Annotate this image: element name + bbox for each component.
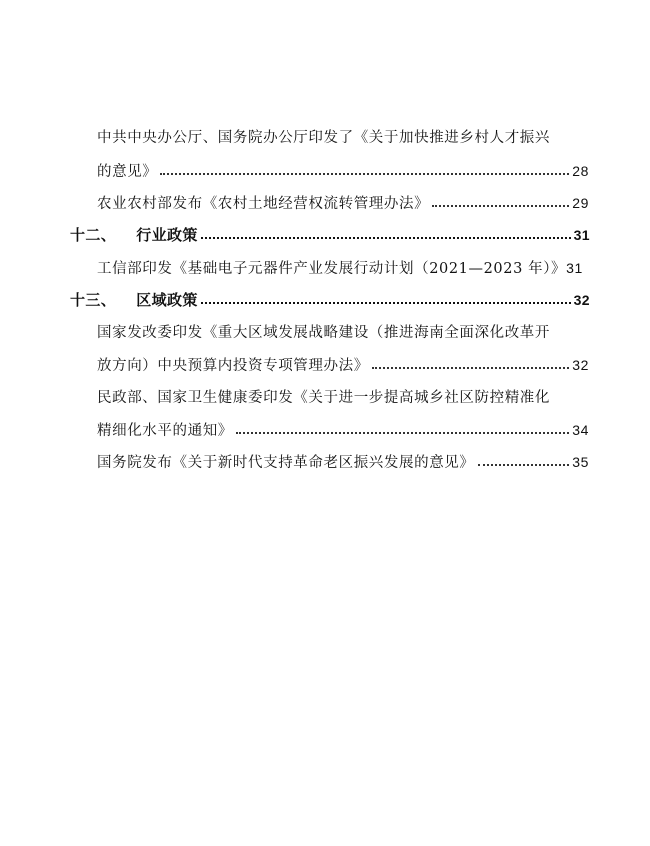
toc-entry-rural-talent-line2[interactable] <box>97 160 589 181</box>
toc-page-number: 35 <box>572 454 589 470</box>
toc-entry-text: 精细化水平的通知》 <box>97 423 233 439</box>
dot-leader <box>201 230 571 240</box>
toc-entry-electronic-components[interactable] <box>97 257 593 278</box>
toc-page-number: 32 <box>573 292 590 308</box>
toc-entry-community-prevention-line2[interactable] <box>97 419 589 440</box>
toc-entry-text: 国务院发布《关于新时代支持革命老区振兴发展的意见》 <box>97 455 475 471</box>
toc-entry-land-transfer[interactable] <box>97 192 589 213</box>
toc-section-industry-policy[interactable] <box>70 224 590 245</box>
section-number: 十二、 <box>70 226 117 244</box>
toc-entry-text: 民政部、国家卫生健康委印发《关于进一步提高城乡社区防控精准化 <box>97 390 550 406</box>
toc-entry-old-revolutionary-areas[interactable] <box>97 451 589 472</box>
toc-page-number: 28 <box>572 163 589 179</box>
toc-entry-text: 的意见》 <box>97 164 158 180</box>
toc-entry-text: 中共中央办公厅、国务院办公厅印发了《关于加快推进乡村人才振兴 <box>97 130 550 146</box>
toc-section-regional-policy[interactable] <box>70 289 590 310</box>
toc-page-number: 32 <box>572 357 589 373</box>
dot-leader <box>236 425 569 435</box>
toc-entry-community-prevention-line1[interactable] <box>97 386 589 407</box>
dot-leader <box>478 457 570 467</box>
dot-leader <box>201 295 571 305</box>
dot-leader <box>432 198 569 208</box>
toc-entry-text: 工信部印发《基础电子元器件产业发展行动计划（2021—2023 年）》 <box>97 261 567 277</box>
section-title: 区域政策 <box>136 291 198 309</box>
toc-entry-hainan-reform-line2[interactable] <box>97 354 589 375</box>
toc-page-number: 34 <box>572 422 589 438</box>
section-title: 行业政策 <box>136 226 198 244</box>
toc-page-number: 31 <box>573 227 590 243</box>
dot-leader <box>372 360 569 370</box>
toc-entry-rural-talent-line1[interactable] <box>97 126 589 147</box>
dot-leader <box>160 166 569 176</box>
toc-entry-hainan-reform-line1[interactable] <box>97 321 589 342</box>
toc-page-number: 29 <box>572 195 589 211</box>
toc-page-number: 31 <box>566 260 583 276</box>
toc-entry-text: 放方向）中央预算内投资专项管理办法》 <box>97 358 369 374</box>
section-number: 十三、 <box>70 291 117 309</box>
toc-entry-text: 农业农村部发布《农村土地经营权流转管理办法》 <box>97 196 430 212</box>
toc-entry-text: 国家发改委印发《重大区域发展战略建设（推进海南全面深化改革开 <box>97 325 550 341</box>
